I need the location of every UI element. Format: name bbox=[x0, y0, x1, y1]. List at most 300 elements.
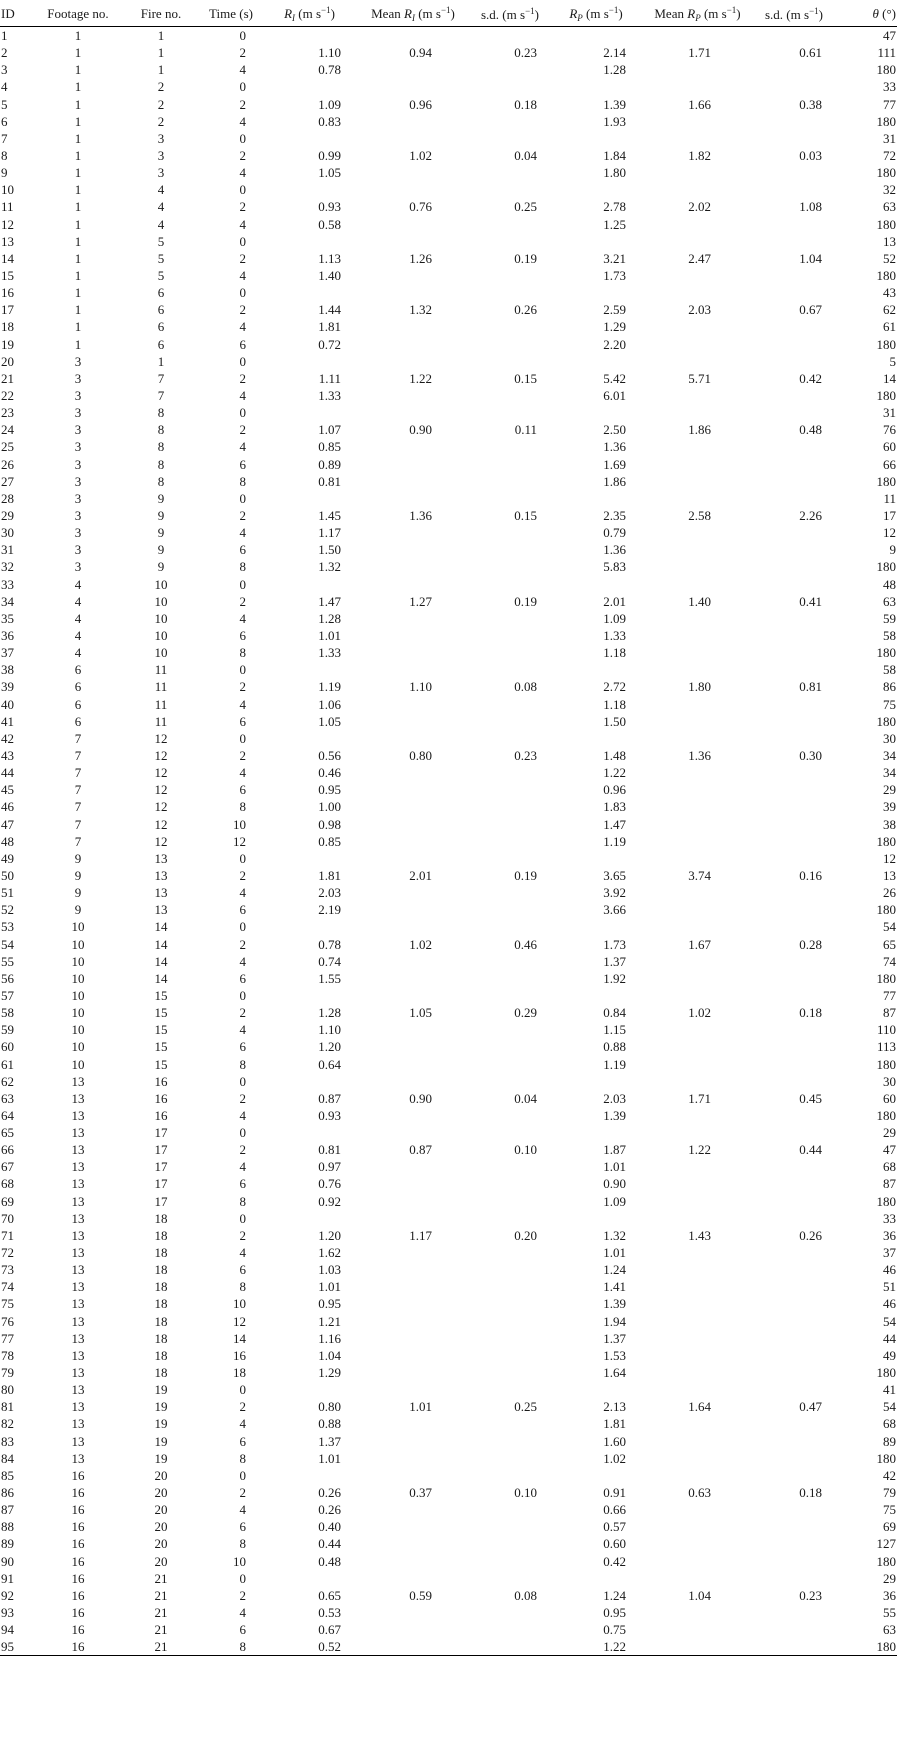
cell-mean-ri: 0.37 bbox=[409, 1485, 432, 1501]
cell-ri: 1.40 bbox=[318, 268, 341, 284]
cell-sd-rp bbox=[753, 1073, 835, 1090]
cell-id: 32 bbox=[1, 559, 14, 575]
cell-time: 6 bbox=[239, 1262, 246, 1278]
cell-fire: 13 bbox=[154, 867, 168, 883]
cell-mean-ri bbox=[356, 884, 470, 901]
cell-time: 4 bbox=[239, 113, 246, 129]
cell-ri bbox=[263, 1467, 356, 1484]
cell-footage: 13 bbox=[71, 1399, 85, 1415]
cell-sd-ri bbox=[470, 576, 550, 593]
cell-theta: 43 bbox=[883, 285, 896, 301]
cell-sd-ri bbox=[470, 181, 550, 198]
cell-rp bbox=[550, 1381, 642, 1398]
cell-mean-rp: 1.22 bbox=[688, 1142, 711, 1158]
cell-ri: 0.80 bbox=[318, 1399, 341, 1415]
cell-rp: 1.47 bbox=[603, 816, 626, 832]
cell-sd-ri bbox=[470, 1347, 550, 1364]
cell-fire: 12 bbox=[154, 747, 168, 763]
cell-sd-ri bbox=[470, 644, 550, 661]
col-header-fire: Fire no. bbox=[123, 2, 199, 27]
cell-theta: 30 bbox=[883, 1073, 896, 1089]
table-row bbox=[0, 935, 897, 952]
cell-id: 14 bbox=[1, 250, 14, 266]
cell-theta: 77 bbox=[883, 96, 896, 112]
cell-theta: 87 bbox=[883, 1176, 896, 1192]
cell-mean-rp bbox=[642, 1621, 753, 1638]
cell-fire: 20 bbox=[154, 1519, 168, 1535]
cell-mean-ri bbox=[356, 336, 470, 353]
cell-theta: 111 bbox=[877, 45, 896, 61]
cell-rp bbox=[550, 404, 642, 421]
cell-id: 70 bbox=[1, 1210, 14, 1226]
col-header-theta bbox=[835, 2, 897, 27]
cell-mean-ri bbox=[356, 798, 470, 815]
table-row bbox=[0, 695, 897, 712]
cell-footage: 13 bbox=[71, 1245, 85, 1261]
cell-sd-rp bbox=[753, 1107, 835, 1124]
cell-sd-ri bbox=[470, 336, 550, 353]
table-row bbox=[0, 730, 897, 747]
cell-theta: 38 bbox=[883, 816, 896, 832]
cell-sd-ri bbox=[470, 610, 550, 627]
cell-id: 28 bbox=[1, 490, 14, 506]
cell-theta: 12 bbox=[883, 850, 896, 866]
table-row bbox=[0, 147, 897, 164]
cell-id: 91 bbox=[1, 1570, 14, 1586]
cell-fire: 17 bbox=[154, 1142, 168, 1158]
cell-sd-rp bbox=[753, 576, 835, 593]
cell-fire: 20 bbox=[154, 1485, 168, 1501]
cell-mean-rp bbox=[642, 730, 753, 747]
cell-id: 48 bbox=[1, 833, 14, 849]
cell-id: 93 bbox=[1, 1605, 14, 1620]
cell-footage: 6 bbox=[74, 713, 82, 729]
cell-mean-rp bbox=[642, 336, 753, 353]
cell-sd-ri bbox=[470, 1021, 550, 1038]
cell-footage: 10 bbox=[71, 1056, 85, 1072]
cell-ri: 1.16 bbox=[318, 1330, 341, 1346]
cell-sd-ri bbox=[470, 1038, 550, 1055]
table-row bbox=[0, 1210, 897, 1227]
cell-id: 24 bbox=[1, 422, 14, 438]
cell-rp: 1.60 bbox=[603, 1433, 626, 1449]
table-row bbox=[0, 798, 897, 815]
cell-rp bbox=[550, 130, 642, 147]
cell-sd-ri bbox=[470, 473, 550, 490]
table-row bbox=[0, 198, 897, 215]
cell-mean-rp bbox=[642, 1158, 753, 1175]
cell-fire: 19 bbox=[154, 1433, 168, 1449]
cell-rp: 1.33 bbox=[603, 627, 626, 643]
cell-id: 42 bbox=[1, 730, 14, 746]
cell-theta: 79 bbox=[883, 1485, 896, 1501]
cell-ri bbox=[263, 987, 356, 1004]
table-row bbox=[0, 1107, 897, 1124]
cell-rp: 1.32 bbox=[603, 1227, 626, 1243]
cell-mean-ri: 1.17 bbox=[409, 1227, 432, 1243]
cell-rp: 1.28 bbox=[603, 62, 626, 78]
sd-ri-prefix: s.d. (m s bbox=[481, 6, 526, 22]
cell-ri: 1.05 bbox=[318, 713, 341, 729]
table-row bbox=[0, 1141, 897, 1158]
table-row bbox=[0, 764, 897, 781]
cell-footage: 1 bbox=[74, 148, 82, 164]
cell-id: 72 bbox=[1, 1245, 14, 1261]
cell-fire: 2 bbox=[157, 113, 165, 129]
cell-fire: 15 bbox=[154, 1005, 168, 1021]
cell-sd-rp bbox=[753, 1518, 835, 1535]
cell-id: 4 bbox=[1, 79, 8, 95]
cell-ri: 1.01 bbox=[318, 1450, 341, 1466]
cell-id: 16 bbox=[1, 285, 14, 301]
cell-id: 38 bbox=[1, 662, 14, 678]
table-row bbox=[0, 284, 897, 301]
cell-footage: 13 bbox=[71, 1176, 85, 1192]
cell-footage: 7 bbox=[74, 799, 82, 815]
cell-mean-rp bbox=[642, 1467, 753, 1484]
cell-ri: 0.88 bbox=[318, 1416, 341, 1432]
cell-fire: 3 bbox=[157, 148, 165, 164]
cell-sd-ri bbox=[470, 216, 550, 233]
cell-footage: 1 bbox=[74, 79, 82, 95]
cell-id: 86 bbox=[1, 1485, 14, 1501]
cell-mean-ri bbox=[356, 953, 470, 970]
cell-rp: 1.53 bbox=[603, 1347, 626, 1363]
cell-mean-ri bbox=[356, 1175, 470, 1192]
cell-sd-rp bbox=[753, 318, 835, 335]
cell-footage: 3 bbox=[74, 508, 82, 523]
cell-theta: 75 bbox=[883, 1502, 896, 1518]
cell-mean-ri bbox=[356, 987, 470, 1004]
cell-sd-rp bbox=[753, 1364, 835, 1381]
cell-ri: 1.00 bbox=[318, 799, 341, 815]
cell-sd-ri bbox=[470, 1330, 550, 1347]
cell-sd-ri bbox=[470, 27, 550, 45]
cell-mean-rp bbox=[642, 1261, 753, 1278]
cell-id: 11 bbox=[1, 199, 14, 215]
cell-mean-ri bbox=[356, 1364, 470, 1381]
cell-mean-ri bbox=[356, 815, 470, 832]
cell-theta: 180 bbox=[876, 1107, 896, 1123]
cell-time: 10 bbox=[233, 1553, 246, 1569]
cell-id: 89 bbox=[1, 1536, 14, 1552]
cell-fire: 14 bbox=[154, 953, 168, 969]
cell-theta: 52 bbox=[883, 250, 896, 266]
cell-rp: 2.01 bbox=[603, 593, 626, 609]
cell-footage: 13 bbox=[71, 1433, 85, 1449]
sd-rp-exponent: −1 bbox=[809, 5, 819, 16]
table-row bbox=[0, 404, 897, 421]
cell-theta: 5 bbox=[889, 353, 896, 369]
cell-mean-rp bbox=[642, 1433, 753, 1450]
table-row bbox=[0, 541, 897, 558]
table-row bbox=[0, 181, 897, 198]
cell-rp: 2.59 bbox=[603, 302, 626, 318]
cell-sd-rp bbox=[753, 233, 835, 250]
cell-sd-ri bbox=[470, 1244, 550, 1261]
cell-ri: 1.21 bbox=[318, 1313, 341, 1329]
cell-sd-rp bbox=[753, 764, 835, 781]
cell-fire: 1 bbox=[157, 62, 165, 78]
cell-fire: 12 bbox=[154, 765, 168, 781]
cell-id: 94 bbox=[1, 1622, 14, 1638]
cell-mean-ri bbox=[356, 404, 470, 421]
cell-time: 0 bbox=[239, 850, 246, 866]
cell-sd-rp bbox=[753, 130, 835, 147]
cell-ri: 0.78 bbox=[318, 936, 341, 952]
cell-sd-rp bbox=[753, 781, 835, 798]
mean-rp-unit: (m s bbox=[703, 6, 727, 21]
cell-time: 8 bbox=[239, 1450, 246, 1466]
cell-theta: 51 bbox=[883, 1279, 896, 1295]
cell-rp bbox=[550, 576, 642, 593]
cell-fire: 11 bbox=[154, 679, 168, 695]
cell-id: 69 bbox=[1, 1193, 14, 1209]
cell-mean-ri bbox=[356, 130, 470, 147]
mean-ri-subscript: I bbox=[411, 13, 415, 23]
cell-theta: 33 bbox=[883, 79, 896, 95]
col-header-sd-rp bbox=[753, 2, 835, 27]
cell-mean-ri bbox=[356, 181, 470, 198]
cell-theta: 180 bbox=[876, 268, 896, 284]
cell-fire: 1 bbox=[157, 28, 165, 44]
cell-id: 88 bbox=[1, 1519, 14, 1535]
cell-mean-ri: 1.02 bbox=[409, 936, 432, 952]
cell-time: 14 bbox=[233, 1330, 246, 1346]
cell-fire: 9 bbox=[157, 559, 165, 575]
cell-mean-rp bbox=[642, 764, 753, 781]
table-row bbox=[0, 661, 897, 678]
cell-rp: 2.03 bbox=[603, 1090, 626, 1106]
cell-time: 4 bbox=[239, 696, 246, 712]
cell-sd-rp bbox=[753, 1193, 835, 1210]
cell-fire: 8 bbox=[157, 405, 165, 421]
cell-theta: 47 bbox=[883, 28, 896, 44]
table-row bbox=[0, 61, 897, 78]
cell-footage: 1 bbox=[74, 130, 82, 146]
cell-time: 2 bbox=[239, 96, 246, 112]
cell-fire: 7 bbox=[157, 370, 165, 386]
cell-mean-ri bbox=[356, 216, 470, 233]
cell-id: 6 bbox=[1, 113, 8, 129]
cell-mean-ri bbox=[356, 473, 470, 490]
cell-mean-ri bbox=[356, 558, 470, 575]
cell-time: 2 bbox=[239, 679, 246, 695]
cell-rp: 1.36 bbox=[603, 439, 626, 455]
cell-sd-rp bbox=[753, 713, 835, 730]
cell-theta: 13 bbox=[883, 867, 896, 883]
cell-sd-ri bbox=[470, 456, 550, 473]
cell-fire: 17 bbox=[154, 1176, 168, 1192]
cell-mean-ri: 1.36 bbox=[409, 508, 432, 523]
cell-footage: 13 bbox=[71, 1279, 85, 1295]
cell-fire: 12 bbox=[154, 782, 168, 798]
cell-mean-rp: 1.67 bbox=[688, 936, 711, 952]
cell-fire: 15 bbox=[154, 1022, 168, 1038]
cell-sd-ri bbox=[470, 1570, 550, 1587]
cell-theta: 180 bbox=[876, 713, 896, 729]
cell-sd-ri: 0.19 bbox=[514, 867, 537, 883]
cell-mean-rp bbox=[642, 1021, 753, 1038]
col-header-ri bbox=[263, 2, 356, 27]
cell-mean-rp bbox=[642, 576, 753, 593]
cell-id: 18 bbox=[1, 319, 14, 335]
cell-sd-ri bbox=[470, 987, 550, 1004]
cell-footage: 4 bbox=[74, 627, 82, 643]
cell-ri: 0.85 bbox=[318, 833, 341, 849]
cell-rp bbox=[550, 730, 642, 747]
cell-fire: 18 bbox=[154, 1365, 168, 1381]
cell-sd-rp: 0.03 bbox=[799, 148, 822, 164]
cell-ri: 0.76 bbox=[318, 1176, 341, 1192]
table-row bbox=[0, 1364, 897, 1381]
cell-footage: 9 bbox=[74, 867, 82, 883]
table-row bbox=[0, 507, 897, 524]
cell-rp: 1.19 bbox=[603, 833, 626, 849]
cell-ri bbox=[263, 1381, 356, 1398]
mean-rp-prefix: Mean bbox=[654, 6, 688, 21]
cell-footage: 1 bbox=[74, 165, 82, 181]
cell-footage: 6 bbox=[74, 662, 82, 678]
table-row bbox=[0, 250, 897, 267]
cell-fire: 10 bbox=[154, 645, 168, 661]
cell-theta: 36 bbox=[883, 1587, 896, 1603]
cell-rp: 1.19 bbox=[603, 1056, 626, 1072]
cell-fire: 17 bbox=[154, 1125, 168, 1141]
cell-theta: 180 bbox=[876, 1450, 896, 1466]
cell-footage: 16 bbox=[71, 1485, 85, 1501]
cell-sd-ri bbox=[470, 1175, 550, 1192]
cell-fire: 14 bbox=[154, 936, 168, 952]
cell-rp bbox=[550, 918, 642, 935]
cell-fire: 20 bbox=[154, 1553, 168, 1569]
cell-sd-rp: 0.81 bbox=[799, 679, 822, 695]
cell-mean-ri bbox=[356, 1621, 470, 1638]
cell-sd-rp bbox=[753, 1038, 835, 1055]
cell-fire: 3 bbox=[157, 165, 165, 181]
cell-sd-ri bbox=[470, 781, 550, 798]
table-row bbox=[0, 473, 897, 490]
cell-mean-rp bbox=[642, 233, 753, 250]
table-row bbox=[0, 987, 897, 1004]
cell-mean-ri bbox=[356, 1055, 470, 1072]
cell-id: 44 bbox=[1, 765, 14, 781]
cell-footage: 16 bbox=[33, 1638, 123, 1656]
mean-rp-symbol: R bbox=[687, 6, 696, 21]
cell-sd-rp bbox=[753, 644, 835, 661]
cell-ri bbox=[263, 1124, 356, 1141]
cell-time: 4 bbox=[239, 268, 246, 284]
cell-theta: 31 bbox=[883, 130, 896, 146]
table-row bbox=[0, 1175, 897, 1192]
table-row bbox=[0, 353, 897, 370]
cell-time: 4 bbox=[239, 165, 246, 181]
cell-theta: 75 bbox=[883, 696, 896, 712]
cell-id: 90 bbox=[1, 1553, 14, 1569]
cell-sd-ri bbox=[470, 267, 550, 284]
cell-sd-ri bbox=[470, 798, 550, 815]
cell-id: 40 bbox=[1, 696, 14, 712]
cell-ri bbox=[263, 1570, 356, 1587]
cell-fire: 11 bbox=[154, 662, 168, 678]
cell-rp: 2.20 bbox=[603, 336, 626, 352]
cell-mean-ri bbox=[356, 456, 470, 473]
cell-mean-rp bbox=[642, 353, 753, 370]
cell-mean-ri bbox=[356, 1381, 470, 1398]
cell-footage: 13 bbox=[71, 1125, 85, 1141]
cell-time: 4 bbox=[239, 388, 246, 404]
cell-footage: 13 bbox=[71, 1090, 85, 1106]
cell-sd-ri bbox=[470, 490, 550, 507]
cell-mean-rp bbox=[642, 1553, 753, 1570]
cell-time: 6 bbox=[239, 1039, 246, 1055]
cell-footage: 3 bbox=[74, 353, 82, 369]
cell-rp: 1.22 bbox=[603, 765, 626, 781]
cell-id: 39 bbox=[1, 679, 14, 695]
cell-rp bbox=[550, 284, 642, 301]
cell-theta: 74 bbox=[883, 953, 896, 969]
cell-ri: 0.95 bbox=[318, 1296, 341, 1312]
cell-mean-ri: 0.90 bbox=[409, 1090, 432, 1106]
cell-sd-ri bbox=[470, 1621, 550, 1638]
table-row bbox=[0, 301, 897, 318]
cell-rp bbox=[550, 987, 642, 1004]
table-row bbox=[0, 627, 897, 644]
cell-id: 21 bbox=[1, 370, 14, 386]
cell-rp: 0.84 bbox=[603, 1005, 626, 1021]
cell-theta: 34 bbox=[883, 765, 896, 781]
cell-time: 2 bbox=[239, 422, 246, 438]
cell-sd-ri bbox=[470, 661, 550, 678]
cell-footage: 1 bbox=[74, 96, 82, 112]
cell-sd-ri bbox=[470, 78, 550, 95]
cell-sd-rp bbox=[753, 1381, 835, 1398]
cell-ri: 0.48 bbox=[318, 1553, 341, 1569]
cell-fire: 18 bbox=[154, 1210, 168, 1226]
cell-sd-ri: 0.10 bbox=[514, 1485, 537, 1501]
cell-footage: 3 bbox=[74, 422, 82, 438]
cell-footage: 10 bbox=[71, 936, 85, 952]
cell-sd-rp bbox=[753, 541, 835, 558]
cell-time: 8 bbox=[239, 1536, 246, 1552]
cell-mean-ri bbox=[356, 781, 470, 798]
cell-time: 0 bbox=[239, 405, 246, 421]
cell-rp bbox=[550, 27, 642, 45]
cell-id: 43 bbox=[1, 747, 14, 763]
col-header-mean-ri bbox=[356, 2, 470, 27]
cell-footage: 3 bbox=[74, 456, 82, 472]
table-row bbox=[0, 815, 897, 832]
cell-sd-rp bbox=[753, 1450, 835, 1467]
cell-time: 0 bbox=[239, 1382, 246, 1398]
cell-sd-ri bbox=[470, 1261, 550, 1278]
cell-theta: 29 bbox=[883, 1570, 896, 1586]
col-header-time: Time (s) bbox=[199, 2, 263, 27]
cell-rp: 6.01 bbox=[603, 388, 626, 404]
cell-sd-ri bbox=[470, 1210, 550, 1227]
cell-theta: 33 bbox=[883, 1210, 896, 1226]
cell-theta: 180 bbox=[876, 1553, 896, 1569]
cell-mean-rp bbox=[642, 901, 753, 918]
cell-fire: 16 bbox=[154, 1073, 168, 1089]
cell-theta: 37 bbox=[883, 1245, 896, 1261]
cell-rp: 0.91 bbox=[603, 1485, 626, 1501]
cell-sd-ri bbox=[470, 1073, 550, 1090]
cell-mean-rp bbox=[642, 558, 753, 575]
cell-rp: 1.01 bbox=[603, 1245, 626, 1261]
cell-id: 3 bbox=[1, 62, 8, 78]
cell-id: 34 bbox=[1, 593, 14, 609]
